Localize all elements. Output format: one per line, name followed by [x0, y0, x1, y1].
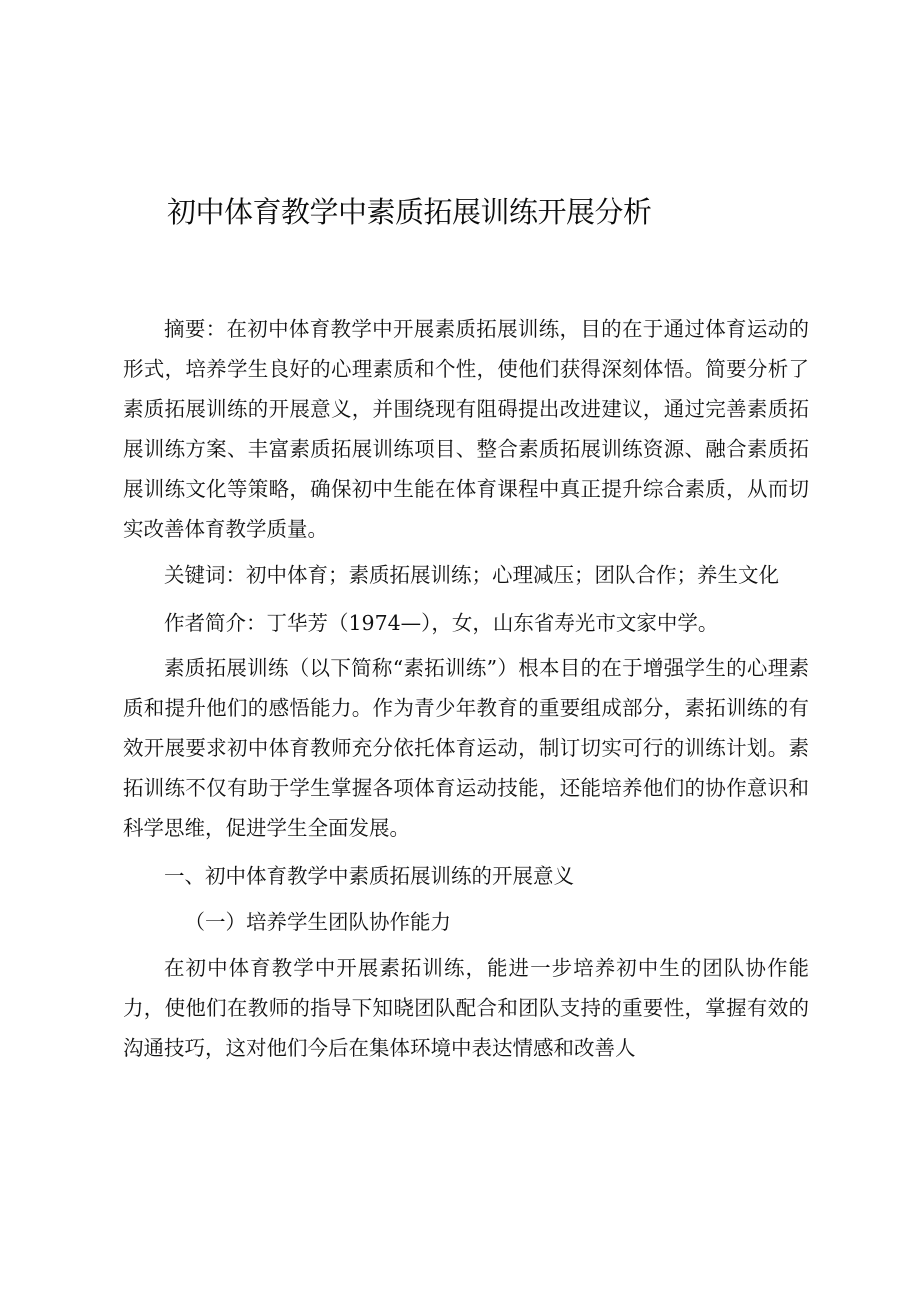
document-body [123, 309, 809, 1074]
abstract-paragraph: 摘要：在初中体育教学中开展素质拓展训练，目的在于通过体育运动的形式，培养学生良好的心理素质和个性，使他们获得深刻体悟。简要分析了素质拓展训练的开展意义，并围绕现有阻碍提出改进建议，通过完善素质拓展训练方案、丰富素质拓展训练项目、整合素质拓展训练资源、融合素质拓展训练文化等策略，确保初中生能在体育课程中真正提升综合素质，从而切实改善体育教学质量。 [123, 317, 809, 541]
subsection-heading: （一）培养学生团队协作能力 [184, 910, 451, 934]
intro-paragraph: 素质拓展训练（以下简称“素拓训练”）根本目的在于增强学生的心理素质和提升他们的感悟能力。作为青少年教育的重要组成部分，素拓训练的有效开展要求初中体育教师充分依托体育运动，制订切实可行的训练计划。素拓训练不仅有助于学生掌握各项体育运动技能，还能培养他们的协作意识和科学思维，促进学生全面发展。 [123, 656, 809, 840]
author-bio-paragraph: 作者简介：丁华芳（1974—），女，山东省寿光市文家中学。 [164, 611, 719, 635]
body-paragraph: 在初中体育教学中开展素拓训练，能进一步培养初中生的团队协作能力，使他们在教师的指导下知晓团队配合和团队支持的重要性，掌握有效的沟通技巧，这对他们今后在集体环境中表达情感和改善人 [123, 956, 809, 1060]
keywords-paragraph: 关键词：初中体育；素质拓展训练；心理减压；团队合作；养生文化 [164, 563, 779, 587]
section-heading: 一、初中体育教学中素质拓展训练的开展意义 [164, 864, 574, 888]
document-title: 初中体育教学中素质拓展训练开展分析 [167, 195, 652, 230]
